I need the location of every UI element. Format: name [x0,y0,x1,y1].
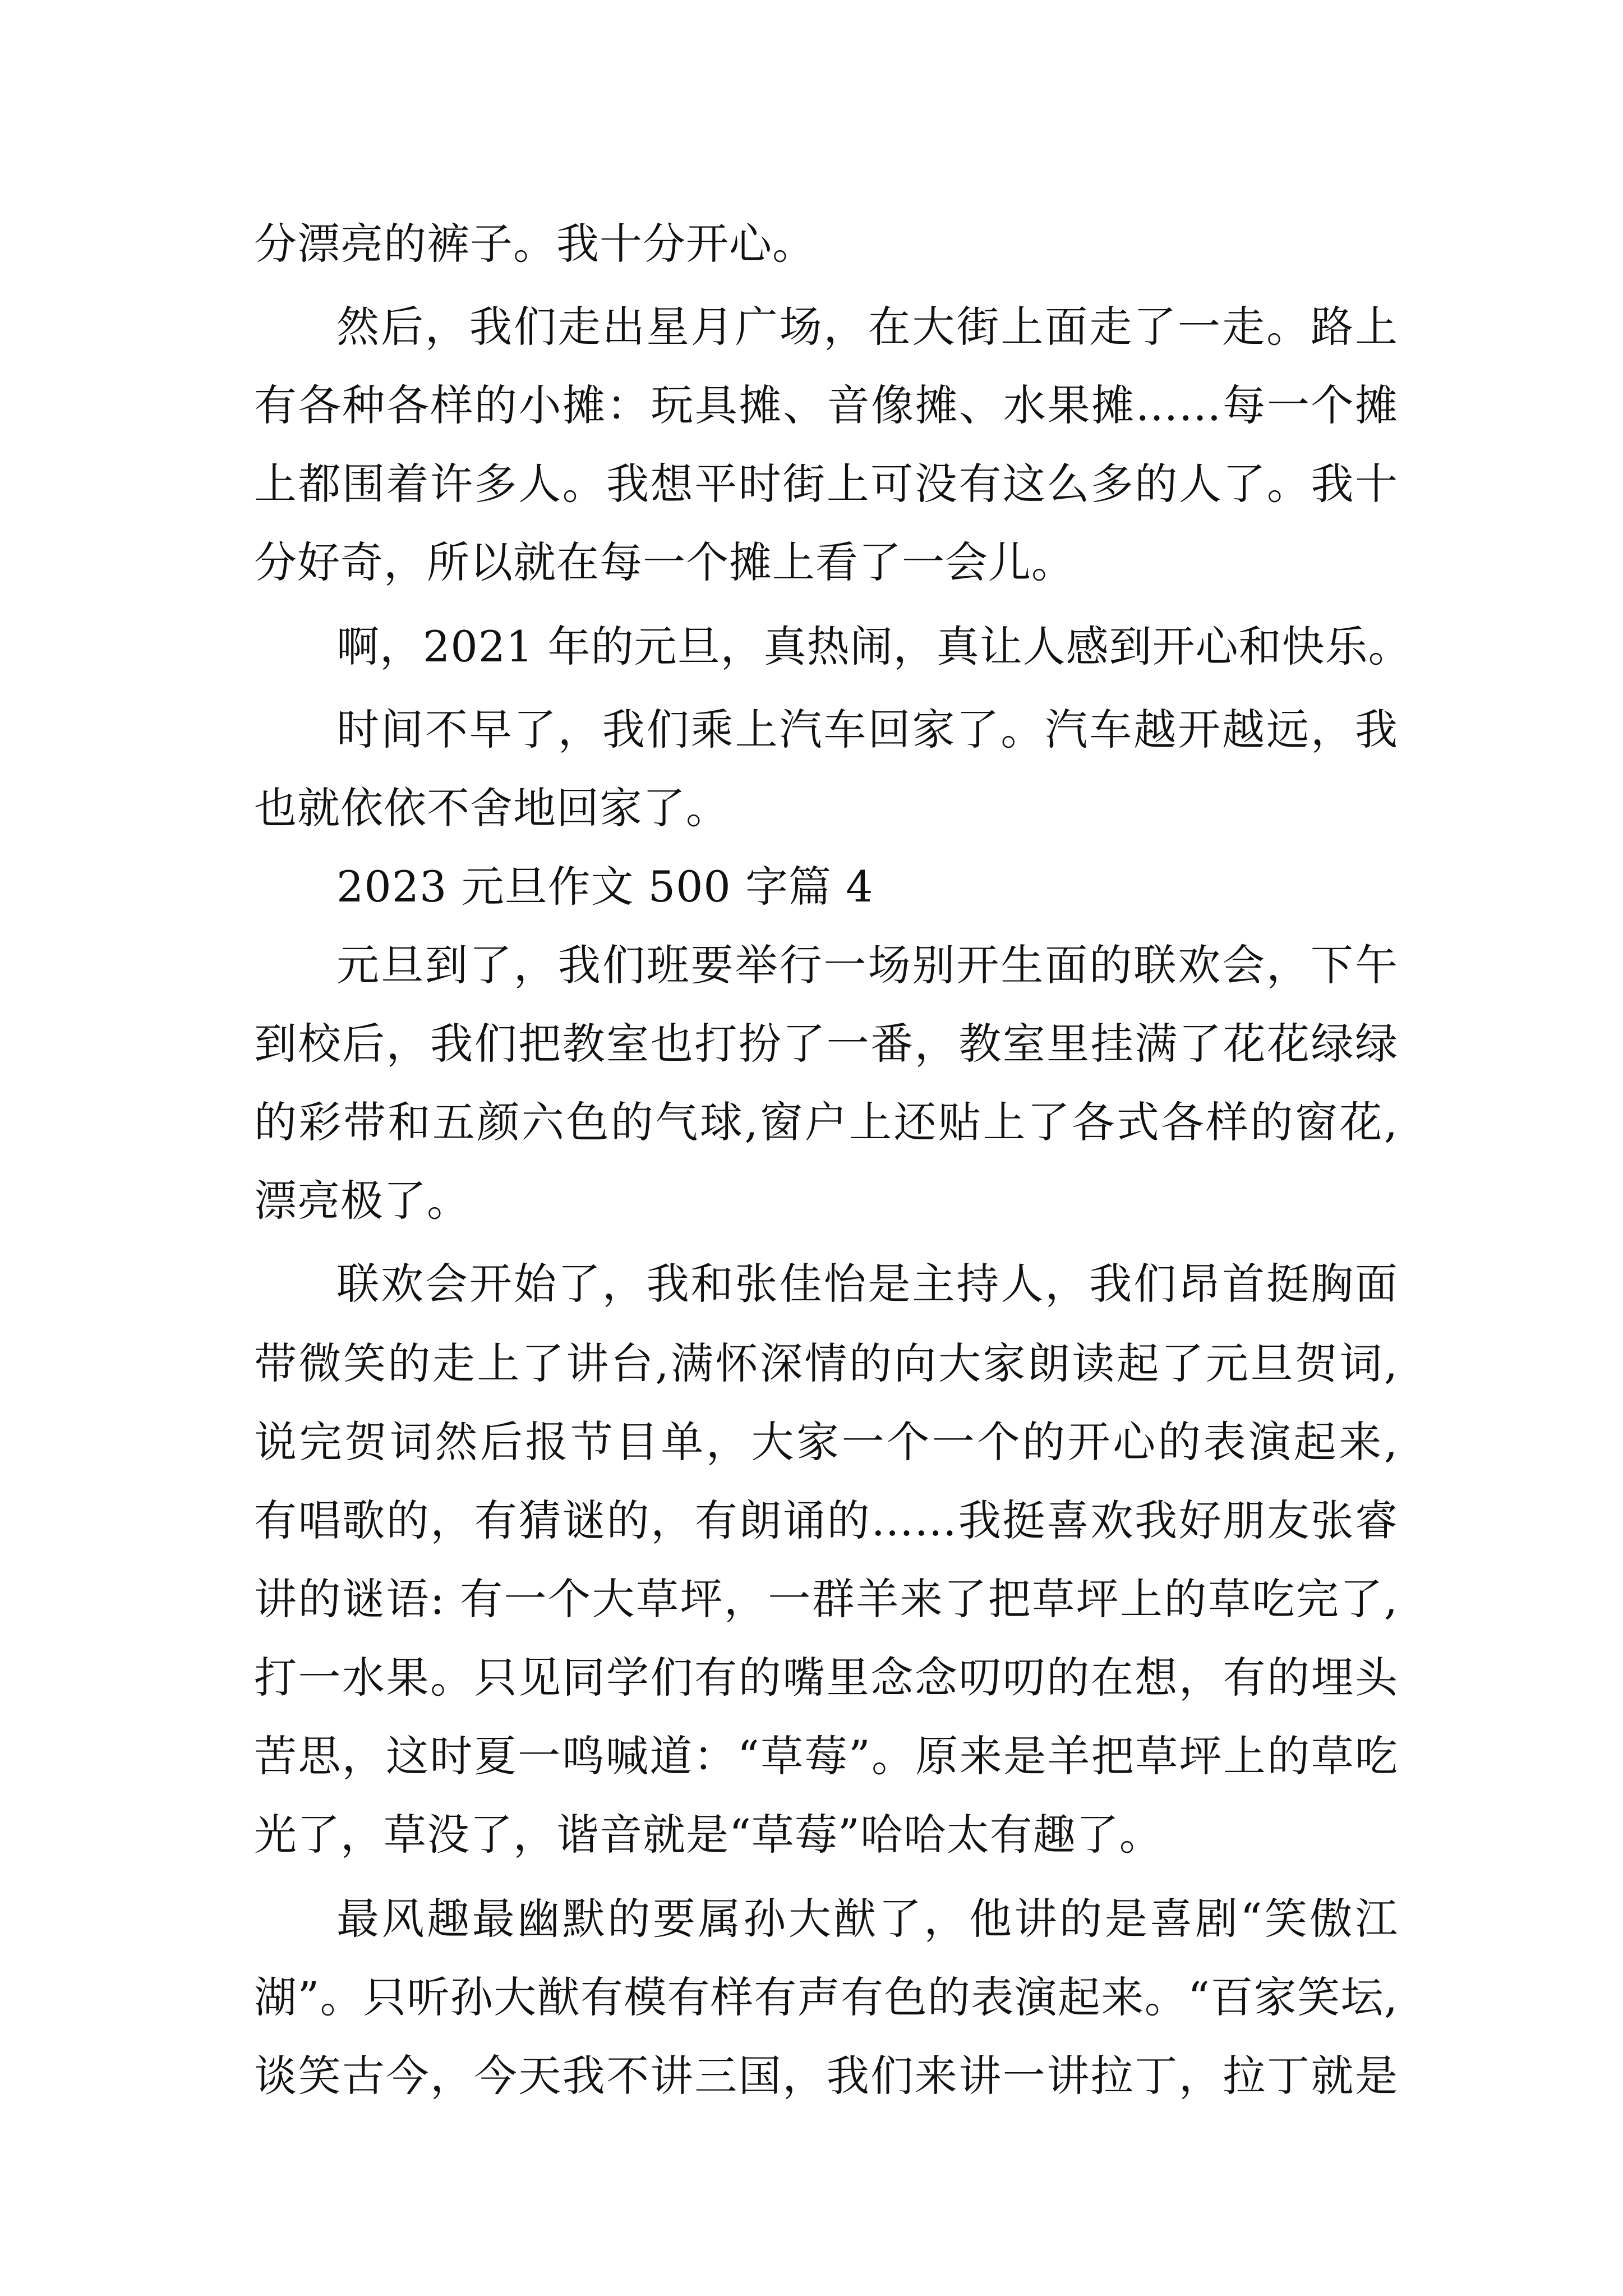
text-line: 分漂亮的裤子。我十分开心。 [254,219,815,269]
text-line: 说完贺词然后报节目单，大家一个一个的开心的表演起来, [254,1417,1398,1467]
text-line: 分好奇，所以就在每一个摊上看了一会儿。 [254,537,1075,587]
text-line: 到校后，我们把教室也打扮了一番，教室里挂满了花花绿绿 [254,1019,1398,1069]
text-line: 元旦到了，我们班要举行一场别开生面的联欢会，下午 [336,940,1398,990]
text-line: 上都围着许多人。我想平时街上可没有这么多的人了。我十 [254,459,1398,509]
text-line: 带微笑的走上了讲台,满怀深情的向大家朗读起了元旦贺词, [254,1338,1398,1388]
text-line: 联欢会开始了，我和张佳怡是主持人，我们昂首挺胸面 [336,1259,1398,1309]
text-line: 的彩带和五颜六色的气球,窗户上还贴上了各式各样的窗花, [254,1097,1398,1147]
text-line: 然后，我们走出星月广场，在大街上面走了一走。路上 [336,302,1398,352]
text-line: 有唱歌的，有猜谜的，有朗诵的……我挺喜欢我好朋友张睿 [254,1496,1398,1545]
text-line: 光了，草没了，谐音就是“草莓”哈哈太有趣了。 [254,1810,1163,1860]
text-line: 漂亮极了。 [254,1176,470,1226]
text-line: 有各种各样的小摊：玩具摊、音像摊、水果摊……每一个摊 [254,380,1398,430]
text-line: 讲的谜语: 有一个大草坪，一群羊来了把草坪上的草吃完了, [254,1574,1398,1624]
text-line: 啊，2021 年的元旦，真热闹，真让人感到开心和快乐。 [336,622,1412,671]
text-line: 谈笑古今，今天我不讲三国，我们来讲一讲拉丁，拉丁就是 [254,2051,1398,2101]
text-line: 打一水果。只见同学们有的嘴里念念叨叨的在想，有的埋头 [254,1653,1398,1703]
section-heading: 2023 元旦作文 500 字篇 4 [336,862,874,912]
text-line: 苦思，这时夏一鸣喊道：“草莓”。原来是羊把草坪上的草吃 [254,1731,1398,1781]
text-line: 时间不早了，我们乘上汽车回家了。汽车越开越远，我 [336,705,1398,754]
text-line: 也就依依不舍地回家了。 [254,783,729,833]
text-line: 湖”。只听孙大猷有模有样有声有色的表演起来。“百家笑坛, [254,1972,1398,2022]
text-line: 最风趣最幽默的要属孙大猷了，他讲的是喜剧“笑傲江 [336,1894,1398,1944]
